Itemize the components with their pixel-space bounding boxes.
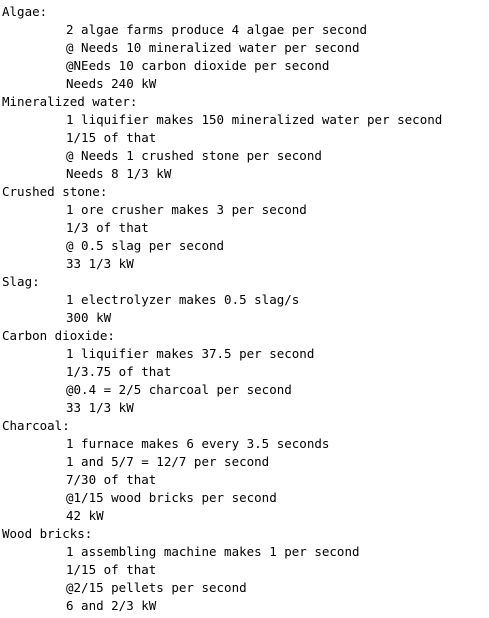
- algae-line-1: 2 algae farms produce 4 algae per second: [66, 22, 368, 37]
- charcoal-line-1: 1 furnace makes 6 every 3.5 seconds: [66, 436, 330, 451]
- mineralized-water-line-1: 1 liquifier makes 150 mineralized water per second: [66, 112, 443, 127]
- wood-bricks-line-1: 1 assembling machine makes 1 per second: [66, 544, 360, 559]
- carbon-dioxide-line-1: 1 liquifier makes 37.5 per second: [66, 346, 315, 361]
- wood-bricks-line-2: 1/15 of that: [66, 562, 157, 577]
- mineralized-water-line-3: @ Needs 1 crushed stone per second: [66, 148, 322, 163]
- mineralized-water-line-4: Needs 8 1/3 kW: [66, 166, 172, 181]
- wood-bricks-line-4: 6 and 2/3 kW: [66, 598, 157, 613]
- slag-line-2: 300 kW: [66, 310, 112, 325]
- section-heading-wood-bricks: Wood bricks:: [2, 526, 93, 541]
- charcoal-line-4: @1/15 wood bricks per second: [66, 490, 277, 505]
- section-heading-charcoal: Charcoal:: [2, 418, 70, 433]
- crushed-stone-line-4: 33 1/3 kW: [66, 256, 134, 271]
- charcoal-line-2: 1 and 5/7 = 12/7 per second: [66, 454, 270, 469]
- crushed-stone-line-3: @ 0.5 slag per second: [66, 238, 225, 253]
- algae-line-4: Needs 240 kW: [66, 76, 157, 91]
- charcoal-line-5: 42 kW: [66, 508, 104, 523]
- mineralized-water-line-2: 1/15 of that: [66, 130, 157, 145]
- algae-line-2: @ Needs 10 mineralized water per second: [66, 40, 360, 55]
- section-heading-algae: Algae:: [2, 4, 48, 19]
- carbon-dioxide-line-2: 1/3.75 of that: [66, 364, 172, 379]
- algae-line-3: @NEeds 10 carbon dioxide per second: [66, 58, 330, 73]
- crushed-stone-line-1: 1 ore crusher makes 3 per second: [66, 202, 307, 217]
- wood-bricks-line-3: @2/15 pellets per second: [66, 580, 247, 595]
- section-heading-slag: Slag:: [2, 274, 40, 289]
- section-heading-carbon-dioxide: Carbon dioxide:: [2, 328, 115, 343]
- carbon-dioxide-line-4: 33 1/3 kW: [66, 400, 134, 415]
- crushed-stone-line-2: 1/3 of that: [66, 220, 149, 235]
- slag-line-1: 1 electrolyzer makes 0.5 slag/s: [66, 292, 300, 307]
- section-heading-crushed-stone: Crushed stone:: [2, 184, 108, 199]
- charcoal-line-3: 7/30 of that: [66, 472, 157, 487]
- carbon-dioxide-line-3: @0.4 = 2/5 charcoal per second: [66, 382, 292, 397]
- section-heading-mineralized-water: Mineralized water:: [2, 94, 138, 109]
